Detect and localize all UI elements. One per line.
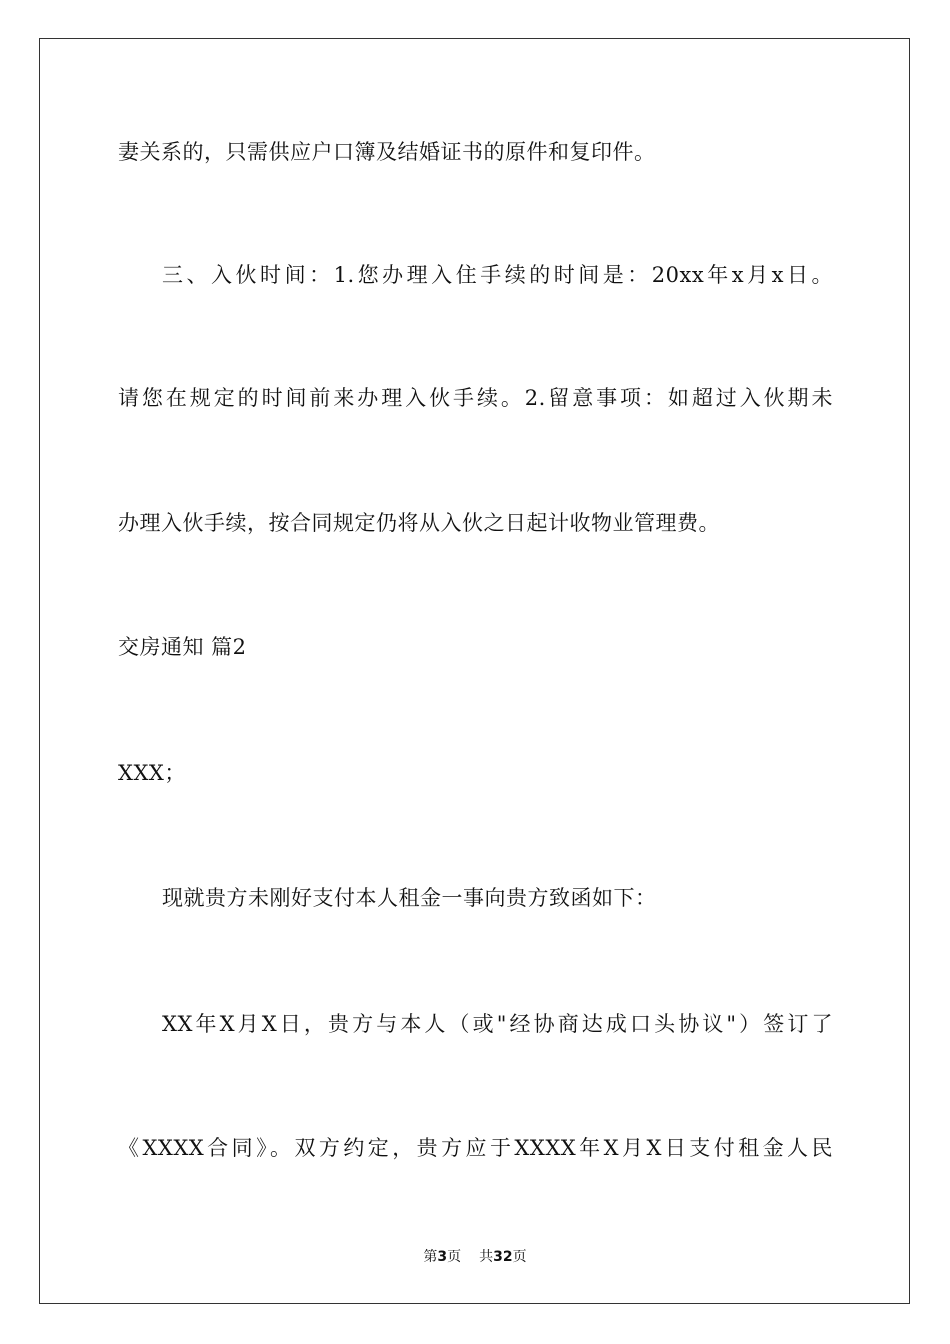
- salutation: XXX；: [118, 761, 186, 785]
- page-footer: [0, 1248, 950, 1266]
- paragraph-line-7: 《XXXX合同》。双方约定，贵方应于XXXX年X月X日支付租金人民: [118, 1136, 833, 1160]
- paragraph-line-5: 现就贵方未刚好支付本人租金一事向贵方致函如下：: [162, 886, 657, 910]
- total-suffix: 页: [512, 1249, 527, 1265]
- page-suffix: 页: [447, 1249, 462, 1265]
- paragraph-line-6: XX年X月X日，贵方与本人（或"经协商达成口头协议"）签订了: [162, 1012, 833, 1036]
- section-heading: 交房通知 篇2: [118, 635, 247, 659]
- paragraph-line-1: 妻关系的，只需供应户口簿及结婚证书的原件和复印件。: [118, 140, 656, 164]
- paragraph-line-3: 请您在规定的时间前来办理入伙手续。2.留意事项：如超过入伙期未: [118, 386, 833, 410]
- page-border: [39, 38, 910, 1304]
- total-pages: 32: [493, 1249, 513, 1265]
- paragraph-line-4: 办理入伙手续，按合同规定仍将从入伙之日起计收物业管理费。: [118, 511, 720, 535]
- total-prefix: 共: [479, 1249, 494, 1265]
- page-number: 3: [437, 1249, 448, 1265]
- paragraph-line-2: 三、入伙时间：1.您办理入住手续的时间是：20xx年x月x日。: [162, 263, 833, 287]
- page-prefix: 第: [423, 1249, 438, 1265]
